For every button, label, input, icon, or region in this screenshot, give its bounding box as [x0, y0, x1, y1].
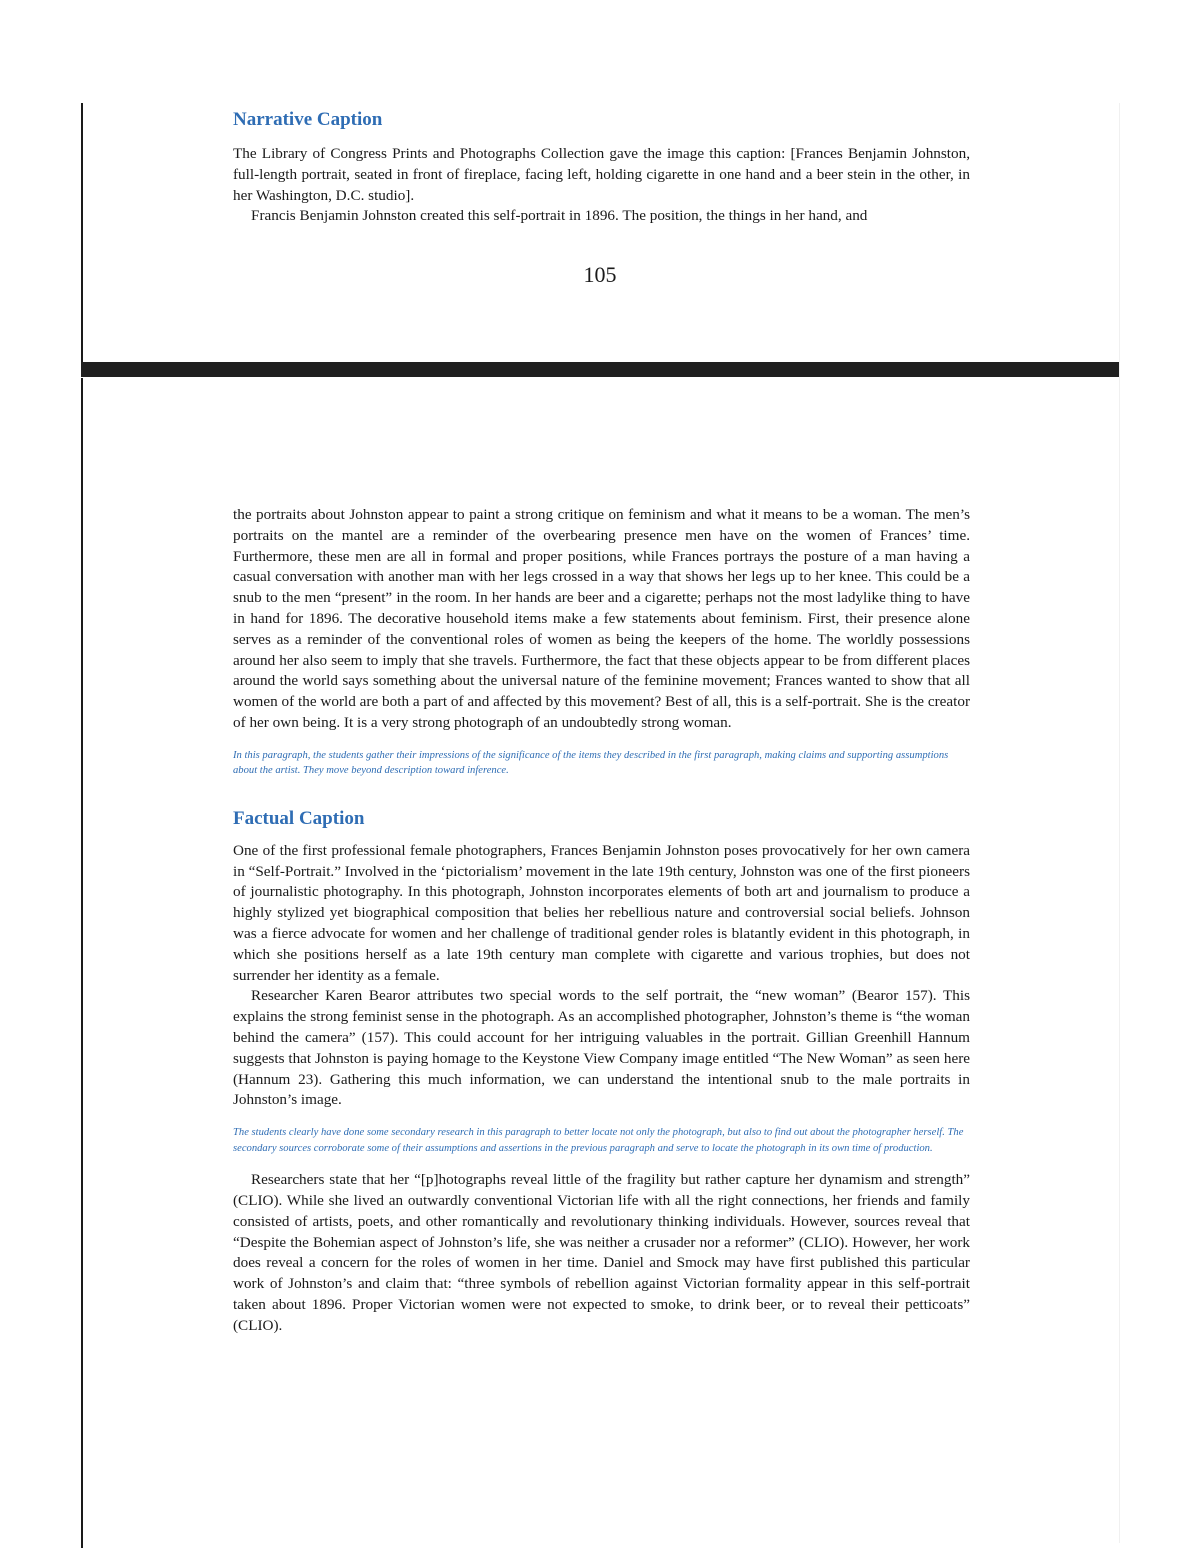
- instructor-note: In this paragraph, the students gather their impressions of the significance of the items they described in the first paragraph, making claims and supporting assumptions about the artist. They move beyond description toward inference.: [233, 749, 949, 777]
- page-left-border: [81, 103, 83, 365]
- factual-caption-heading: Factual Caption: [233, 807, 365, 829]
- narrative-caption-heading: Narrative Caption: [233, 109, 383, 130]
- instructor-note: The students clearly have done some secondary research in this paragraph to better locate not only the photograph, but also to find out about the photographer herself. The secondary sources corroborate some of their assumptions and assertions in the previous paragraph and serve to locate the photograph in its own time of production.: [233, 1127, 964, 1154]
- page-left-border: [81, 378, 83, 1548]
- page-number: 105: [583, 262, 617, 287]
- page-separator: [81, 362, 1119, 377]
- factual-paragraph: Researchers state that her “[p]hotographs reveal little of the fragility but rather capture her dynamism and strength” (CLIO). While she lived an outwardly conventional Victorian life with all the right connections, her friends and family consisted of artists, poets, and other romantically and revolutionary thinking individuals. However, sources reveal that “Despite the Bohemian aspect of Johnston’s life, she was neither a crusader nor a reformer” (CLIO). However, her work does reveal a concern for the roles of women in her time. Daniel and Smock may have first published this particular work of Johnston’s and claim that: “three symbols of rebellion against Victorian formality appear in this self-portrait taken about 1896. Proper Victorian women were not expected to smoke, to drink beer, or to reveal their petticoats” (CLIO).: [233, 1171, 970, 1334]
- narrative-continued-paragraph: the portraits about Johnston appear to paint a strong critique on feminism and what it means to be a woman. The men’s portraits on the mantel are a reminder of the overbearing presence men have on the women of Frances’ time. Furthermore, these men are all in formal and proper positions, while Frances portrays the posture of a man having a casual conversation with another man with her legs crossed in a way that shows her legs up to her knee. This could be a snub to the men “present” in the room. In her hands are beer and a cigarette; perhaps not the most ladylike thing to have in hand for 1896. The decorative household items make a few statements about feminism. First, their presence alone serves as a reminder of the conventional roles of women as being the keepers of the home. The worldly possessions around her also seem to imply that she travels. Furthermore, the fact that these objects appear to be from different places around the world says something about the universal nature of the feminine movement; Frances wanted to show that all women of the world are both a part of and affected by this movement? Best of all, this is a self-portrait. She is the creator of her own being. It is a very strong photograph of an undoubtedly strong woman.: [233, 506, 970, 731]
- factual-paragraph: One of the first professional female photographers, Frances Benjamin Johnston poses provocatively for her own camera in “Self-Portrait.” Involved in the ‘pictorialism’ movement in the late 19th century, Johnston was one of the first pioneers of journalistic photography. In this photograph, Johnston incorporates elements of both art and journalism to produce a highly stylized yet biographical composition that belies her rebellious nature and controversial social beliefs. Johnson was a fierce advocate for women and her challenge of traditional gender roles is blatantly evident in this photograph, in which she positions herself as a late 19th century man complete with cigarette and various trophies, but does not surrender her identity as a female.: [233, 841, 970, 984]
- narrative-caption-paragraph: The Library of Congress Prints and Photographs Collection gave the image this caption: [Frances Benjamin Johnston, full-length portrait, seated in front of fireplace, facing left, holding cigarette in one hand and a beer stein in the other, in her Washington, D.C. studio].: [233, 145, 970, 204]
- page-right-border: [1119, 103, 1120, 1543]
- factual-paragraph: Researcher Karen Bearor attributes two special words to the self portrait, the “new woman” (Bearor 157). This explains the strong feminist sense in the photograph. As an accomplished photographer, Johnston’s theme is “the woman behind the camera” (157). This could account for her intriguing valuables in the portrait. Gillian Greenhill Hannum suggests that Johnston is paying homage to the Keystone View Company image entitled “The New Woman” as seen here (Hannum 23). Gathering this much information, we can understand the intentional snub to the male portraits in Johnston’s image.: [233, 987, 970, 1109]
- page-105-content: [233, 108, 970, 227]
- narrative-body-paragraph: Francis Benjamin Johnston created this self-portrait in 1896. The position, the things in her hand, and: [251, 207, 868, 225]
- page-106-content: [233, 505, 970, 1337]
